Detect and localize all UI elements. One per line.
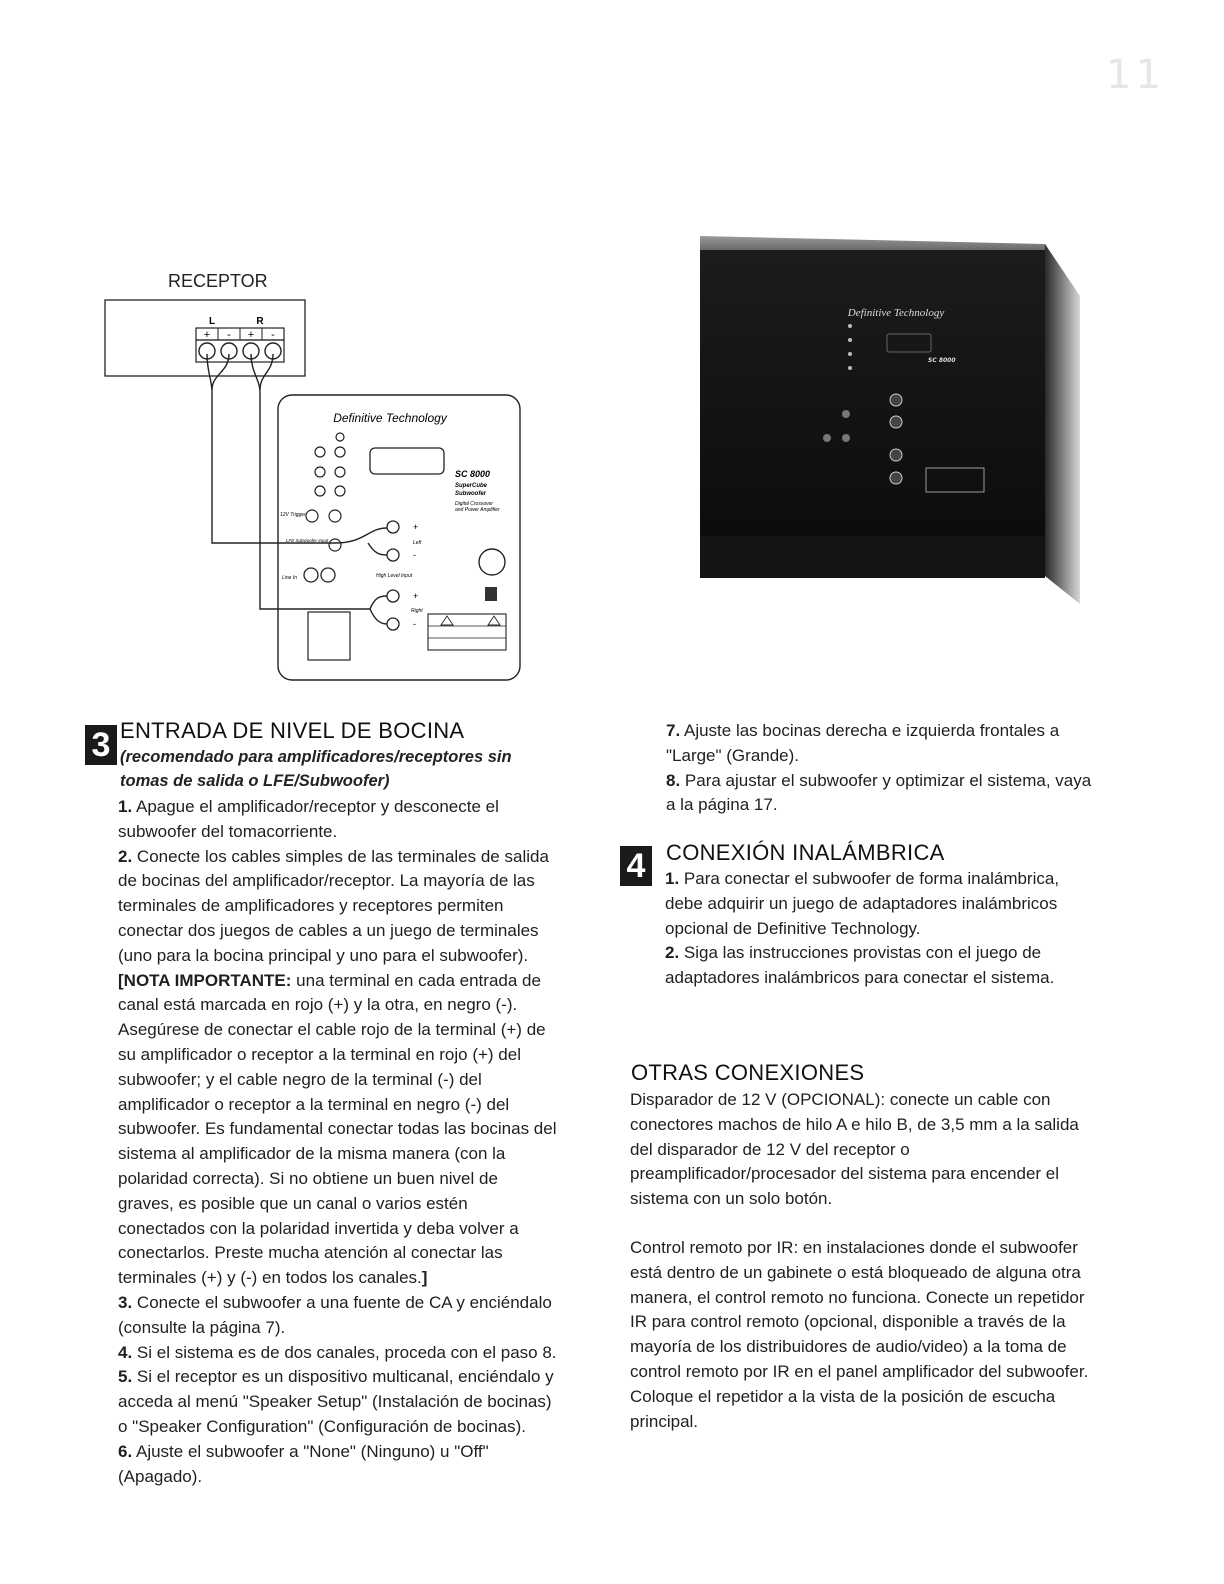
step-item: 1. Apague el amplificador/receptor y desconecte el subwoofer del tomacorriente. xyxy=(118,797,499,841)
step-item: 8. Para ajustar el subwoofer y optimizar el sistema, vaya a la página 17. xyxy=(666,770,1092,815)
other-connections-title: OTRAS CONEXIONES xyxy=(631,1060,865,1085)
section-3-subtitle: (recomendado para amplificadores/receptores sin tomas de salida o LFE/Subwoofer) xyxy=(120,748,512,790)
page-number: 11 xyxy=(1106,52,1165,98)
receptor-label: RECEPTOR xyxy=(168,271,268,291)
wiring-diagram xyxy=(100,262,530,687)
high-level-right-minus xyxy=(387,618,399,630)
svg-text:and Power Amplifier: and Power Amplifier xyxy=(455,507,500,513)
svg-text:Subwoofer: Subwoofer xyxy=(455,491,486,497)
trigger-label: 12V Trigger xyxy=(280,512,306,518)
line-in-label: Line In xyxy=(282,575,298,581)
high-level-right-plus xyxy=(387,590,399,602)
step-item: 2. Siga las instrucciones provistas con el juego de adaptadores inalámbricos para conectar el sistema. xyxy=(665,943,1055,988)
step-item: 7. Ajuste las bocinas derecha e izquierda frontales a "Large" (Grande). xyxy=(666,721,1060,765)
lfe-input-label: LFE Subwoofer Input xyxy=(286,538,329,543)
subwoofer-photo xyxy=(700,236,1080,604)
photo-brand: Definitive Technology xyxy=(847,307,945,319)
panel-display xyxy=(370,448,444,474)
power-inlet xyxy=(308,612,350,660)
trigger-jack xyxy=(306,510,318,522)
section-4-badge: 4 xyxy=(620,846,652,886)
section-3-steps-continued xyxy=(666,719,1096,818)
warning-icon xyxy=(488,616,500,625)
svg-text:-: - xyxy=(413,619,416,629)
step-item: 1. Para conectar el subwoofer de forma inalámbrica, debe adquirir un juego de adaptadores inalámbricos opcional de Definitive Technology. xyxy=(665,869,1060,938)
step-item: 2. Conecte los cables simples de las terminales de salida de bocinas del amplificador/receptor. La mayoría de las terminales de amplificadores y receptores permiten conectar dos juegos de cables a un juego de terminales (uno para la bocina principal y uno para el subwoofer). [NOTA IMPORTANTE: una terminal en cada entrada de canal está marcada en rojo (+) y la otra, en negro (-). Asegúrese de conectar el cable rojo de la terminal (+) de su amplificador o receptor a la terminal en rojo (+) del subwoofer; y el cable negro de la terminal (-) del amplificador o receptor a la terminal en negro (-) del subwoofer. Es fundamental conectar todas las bocinas del sistema al amplificador de la misma manera (con la polaridad correcta). Si no obtiene un buen nivel de graves, es posible que un canal o varios estén conectados con la polaridad invertida y deba volver a conectarlos. Preste mucha atención al conectar las terminales (+) y (-) en todos los canales.] xyxy=(118,846,557,1288)
svg-text:SuperCube: SuperCube xyxy=(455,483,488,489)
svg-text:Right: Right xyxy=(411,608,423,614)
high-level-left-plus xyxy=(387,521,399,533)
lfe-input-jack xyxy=(329,539,341,551)
left-channel-label: L xyxy=(208,316,216,327)
line-in-left-jack xyxy=(321,568,335,582)
section-3-steps xyxy=(118,795,558,1489)
warning-icon xyxy=(441,616,453,625)
line-in-right-jack xyxy=(304,568,318,582)
photo-model: SC 8000 xyxy=(928,357,956,364)
step-item: 6. Ajuste el subwoofer a "None" (Ninguno) u "Off" (Apagado). xyxy=(118,1441,489,1486)
certification-icon xyxy=(479,549,505,575)
important-note-label: [NOTA IMPORTANTE: xyxy=(118,970,292,990)
high-level-left-minus xyxy=(387,549,399,561)
panel-model: SC 8000 xyxy=(455,469,491,479)
svg-text:+: + xyxy=(413,522,419,532)
svg-text:+: + xyxy=(413,591,419,601)
section-4-title: CONEXIÓN INALÁMBRICA xyxy=(666,840,945,865)
svg-text:Digital Crossover: Digital Crossover xyxy=(455,501,494,507)
right-channel-label: R xyxy=(256,316,264,327)
svg-text:-: - xyxy=(413,550,416,560)
section-4-steps xyxy=(665,867,1095,991)
high-level-input-label: High Level Input xyxy=(376,573,413,579)
step-item: 4. Si el sistema es de dos canales, proceda con el paso 8. xyxy=(118,1342,557,1362)
svg-text:+: + xyxy=(203,329,211,341)
section-3-title: ENTRADA DE NIVEL DE BOCINA xyxy=(120,718,465,743)
svg-text:Left: Left xyxy=(413,540,422,546)
svg-text:+: + xyxy=(247,329,255,341)
section-3-badge: 3 xyxy=(85,725,117,765)
panel-brand: Definitive Technology xyxy=(333,411,447,425)
label-plate xyxy=(428,614,506,650)
svg-text:-: - xyxy=(271,329,275,341)
step-item: 3. Conecte el subwoofer a una fuente de CA y enciéndalo (consulte la página 7). xyxy=(118,1292,552,1337)
step-item: 5. Si el receptor es un dispositivo multicanal, enciéndalo y acceda al menú "Speaker Setup" (Instalación de bocinas) o "Speaker Configuration" (Configuración de bocinas). xyxy=(118,1367,554,1436)
ir-remote-paragraph: Control remoto por IR: en instalaciones donde el subwoofer está dentro de un gabinete o está bloqueado de alguna otra manera, el control remoto no funciona. Conecte un repetidor IR para control remoto (opcional, disponible a través de la mayoría de los distribuidores de audio/video) a la toma de control remoto por IR en el panel amplificador del subwoofer. Coloque el repetidor a la vista de la posición de escucha principal. xyxy=(630,1237,1089,1431)
other-connections-body xyxy=(630,1088,1090,1434)
trigger-paragraph: Disparador de 12 V (OPCIONAL): conecte un cable con conectores machos de hilo A e hilo B, de 3,5 mm a la salida del disparador de 12 V del receptor o preamplificador/procesador del sistema para encender el sistema con un solo botón. xyxy=(630,1090,1079,1209)
svg-text:-: - xyxy=(227,329,231,341)
